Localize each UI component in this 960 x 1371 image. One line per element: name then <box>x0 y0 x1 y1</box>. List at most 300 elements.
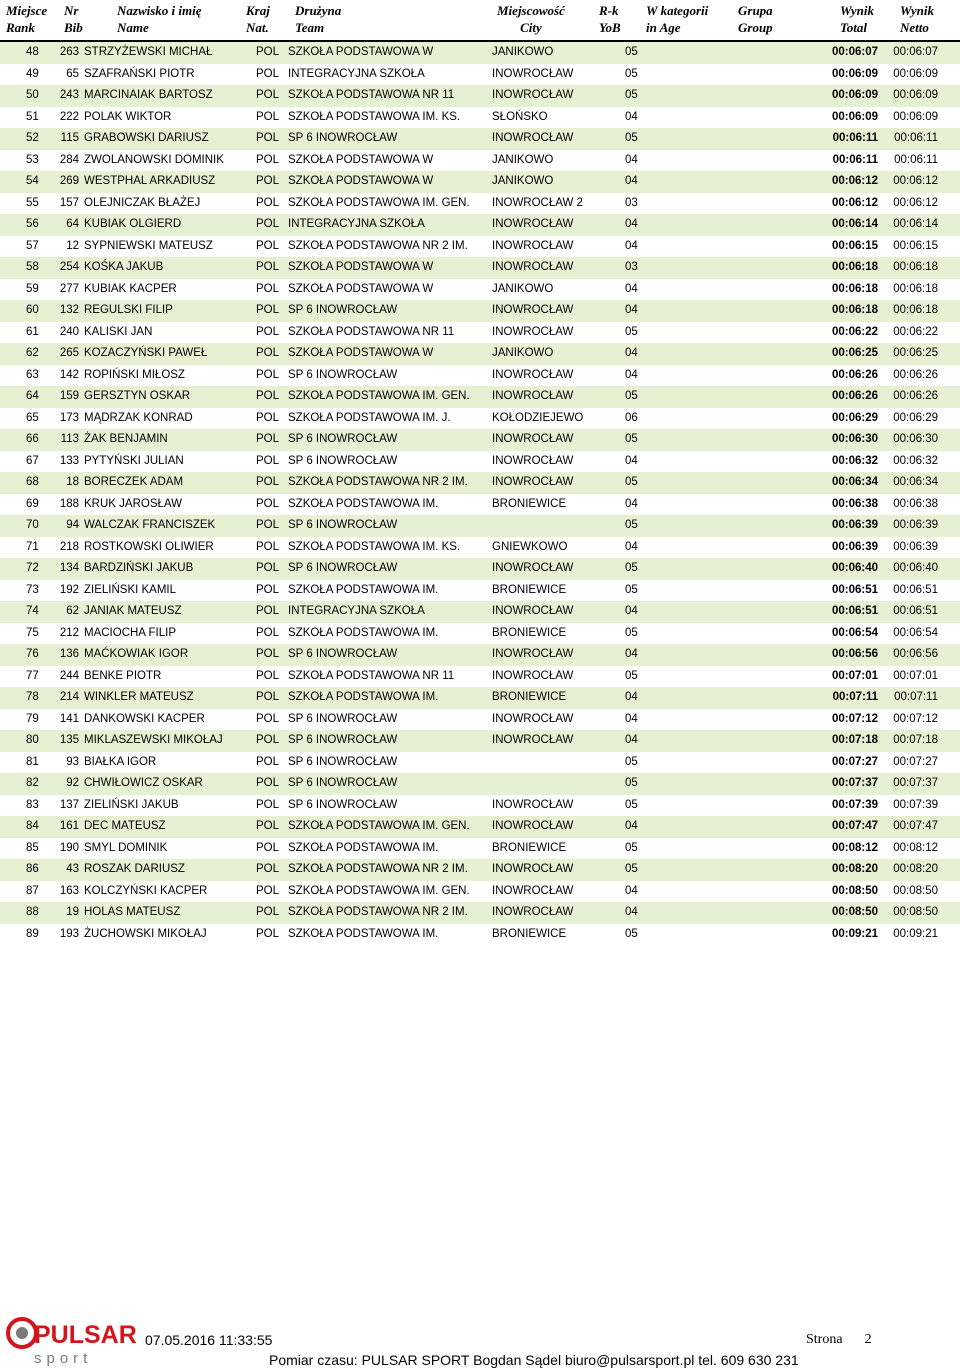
cell-city: INOWROCŁAW <box>492 798 574 811</box>
cell-city: SŁOŃSKO <box>492 110 548 123</box>
cell-city: INOWROCŁAW <box>492 734 574 746</box>
table-row <box>0 150 960 172</box>
table-row <box>0 236 960 258</box>
cell-nat: POL <box>256 132 280 144</box>
cell-city: INOWROCŁAW <box>492 669 574 682</box>
cell-netto: 00:06:39 <box>893 540 938 553</box>
cell-netto: 00:06:25 <box>893 347 938 359</box>
cell-netto: 00:06:38 <box>893 497 938 510</box>
page-number <box>806 1332 872 1348</box>
cell-netto: 00:07:12 <box>893 712 938 725</box>
cell-total: 00:06:34 <box>831 476 878 488</box>
table-row <box>0 881 960 903</box>
table-row <box>0 365 960 387</box>
cell-name: PYTYŃSKI JULIAN <box>84 454 184 467</box>
cell-rank: 56 <box>26 218 39 230</box>
cell-total: 00:06:11 <box>832 153 878 166</box>
cell-team: SZKOŁA PODSTAWOWA IM. GEN. <box>288 884 470 897</box>
cell-bib: 190 <box>59 841 79 854</box>
cell-rank: 84 <box>26 820 39 832</box>
cell-name: KOLCZYŃSKI KACPER <box>84 884 208 897</box>
cell-name: ŻUCHOWSKI MIKOŁAJ <box>84 927 207 940</box>
cell-name: SZAFRAŃSKI PIOTR <box>84 67 195 80</box>
cell-netto: 00:06:56 <box>893 648 938 660</box>
cell-bib: 19 <box>66 906 79 918</box>
cell-nat: POL <box>256 175 280 187</box>
cell-category: 04 <box>625 110 638 123</box>
cell-name: STRZYŻEWSKI MICHAŁ <box>84 46 213 58</box>
cell-nat: POL <box>256 777 280 789</box>
cell-category: 04 <box>625 218 638 230</box>
table-row <box>0 85 960 107</box>
cell-name: ROPIŃSKI MIŁOSZ <box>84 368 185 381</box>
cell-netto: 00:06:11 <box>894 132 938 144</box>
cell-rank: 55 <box>26 196 39 209</box>
cell-team: SZKOŁA PODSTAWOWA IM. <box>288 626 439 639</box>
cell-bib: 65 <box>66 67 79 80</box>
cell-netto: 00:07:01 <box>893 669 938 682</box>
cell-bib: 137 <box>59 798 79 811</box>
table-row <box>0 537 960 559</box>
cell-rank: 85 <box>26 841 39 854</box>
col-header-yob: R-k YoB <box>599 3 621 35</box>
cell-city: JANIKOWO <box>492 153 554 166</box>
cell-team: SZKOŁA PODSTAWOWA W <box>288 282 434 295</box>
cell-name: BORECZEK ADAM <box>84 476 184 488</box>
cell-city: INOWROCŁAW <box>492 390 574 402</box>
table-row <box>0 666 960 688</box>
cell-nat: POL <box>256 583 280 596</box>
cell-netto: 00:06:09 <box>893 89 938 101</box>
table-row <box>0 709 960 731</box>
cell-city: INOWROCŁAW <box>492 325 574 338</box>
cell-team: INTEGRACYJNA SZKOŁA <box>288 218 425 230</box>
cell-netto: 00:09:21 <box>893 927 938 940</box>
cell-total: 00:06:14 <box>831 218 878 230</box>
cell-category: 04 <box>625 347 638 359</box>
cell-bib: 135 <box>59 734 79 746</box>
cell-name: ZWOLANOWSKI DOMINIK <box>84 153 224 166</box>
cell-category: 05 <box>625 626 638 639</box>
cell-bib: 132 <box>59 304 79 316</box>
cell-team: INTEGRACYJNA SZKOŁA <box>288 605 425 617</box>
table-row <box>0 214 960 236</box>
cell-netto: 00:06:14 <box>893 218 938 230</box>
cell-nat: POL <box>256 304 280 316</box>
cell-total: 00:07:12 <box>831 712 878 725</box>
cell-nat: POL <box>256 347 280 359</box>
cell-rank: 53 <box>26 153 39 166</box>
cell-rank: 62 <box>26 347 39 359</box>
cell-category: 04 <box>625 454 638 467</box>
cell-total: 00:06:25 <box>831 347 878 359</box>
cell-nat: POL <box>256 906 280 918</box>
cell-name: ROSTKOWSKI OLIWIER <box>84 540 214 553</box>
cell-category: 04 <box>625 153 638 166</box>
cell-total: 00:06:32 <box>831 454 878 467</box>
table-row <box>0 128 960 150</box>
table-row <box>0 343 960 365</box>
cell-name: KRUK JAROSŁAW <box>84 497 182 510</box>
table-row <box>0 773 960 795</box>
cell-bib: 142 <box>59 368 79 381</box>
cell-category: 05 <box>625 390 638 402</box>
timing-credit: Pomiar czasu: PULSAR SPORT Bogdan Sądel biuro@pulsarsport.pl tel. 609 630 231 <box>269 1352 799 1368</box>
cell-team: SZKOŁA PODSTAWOWA IM. GEN. <box>288 390 470 402</box>
cell-bib: 277 <box>59 282 79 295</box>
cell-total: 00:06:38 <box>831 497 878 510</box>
cell-nat: POL <box>256 712 280 725</box>
cell-nat: POL <box>256 368 280 381</box>
cell-total: 00:08:50 <box>831 884 878 897</box>
cell-name: KOŚKA JAKUB <box>84 261 164 273</box>
cell-nat: POL <box>256 648 280 660</box>
cell-city: INOWROCŁAW <box>492 605 574 617</box>
cell-city: BRONIEWICE <box>492 841 567 854</box>
col-header-category: W kategorii in Age <box>646 3 709 35</box>
cell-bib: 263 <box>59 46 79 58</box>
cell-name: ŻAK BENJAMIN <box>84 433 168 445</box>
cell-rank: 54 <box>26 175 39 187</box>
cell-nat: POL <box>256 884 280 897</box>
cell-team: SZKOŁA PODSTAWOWA W <box>288 261 434 273</box>
cell-bib: 163 <box>59 884 79 897</box>
cell-netto: 00:08:12 <box>893 841 938 854</box>
cell-total: 00:06:18 <box>831 304 878 316</box>
cell-team: INTEGRACYJNA SZKOŁA <box>288 67 425 80</box>
cell-name: REGULSKI FILIP <box>84 304 173 316</box>
cell-team: SZKOŁA PODSTAWOWA W <box>288 153 434 166</box>
cell-city: KOŁODZIEJEWO <box>492 411 584 424</box>
logo-core <box>16 1327 28 1339</box>
cell-city: JANIKOWO <box>492 347 554 359</box>
cell-category: 04 <box>625 691 638 703</box>
cell-netto: 00:06:09 <box>893 110 938 123</box>
cell-bib: 134 <box>59 562 79 574</box>
cell-category: 05 <box>625 755 638 768</box>
cell-rank: 60 <box>26 304 39 316</box>
cell-total: 00:06:56 <box>831 648 878 660</box>
cell-category: 06 <box>625 411 638 424</box>
cell-category: 05 <box>625 325 638 338</box>
cell-city: BRONIEWICE <box>492 497 567 510</box>
cell-netto: 00:06:51 <box>893 605 938 617</box>
cell-name: CHWIŁOWICZ OSKAR <box>84 777 203 789</box>
col-header-rank: Miejsce Rank <box>6 3 48 35</box>
table-row <box>0 838 960 860</box>
cell-nat: POL <box>256 519 280 531</box>
cell-total: 00:06:39 <box>831 540 878 553</box>
cell-team: SP 6 INOWROCŁAW <box>288 132 398 144</box>
table-row <box>0 623 960 645</box>
cell-team: SP 6 INOWROCŁAW <box>288 454 398 467</box>
cell-nat: POL <box>256 433 280 445</box>
cell-name: BIAŁKA IGOR <box>84 755 157 768</box>
cell-netto: 00:06:11 <box>894 153 938 166</box>
cell-team: SZKOŁA PODSTAWOWA W <box>288 175 434 187</box>
cell-netto: 00:08:50 <box>893 906 938 918</box>
cell-category: 05 <box>625 863 638 875</box>
cell-bib: 62 <box>66 605 79 617</box>
cell-total: 00:06:18 <box>831 282 878 295</box>
cell-city: INOWROCŁAW <box>492 368 574 381</box>
cell-name: WINKLER MATEUSZ <box>84 691 194 703</box>
cell-city: INOWROCŁAW <box>492 863 574 875</box>
cell-city: INOWROCŁAW <box>492 261 574 273</box>
cell-team: SZKOŁA PODSTAWOWA W <box>288 347 434 359</box>
cell-bib: 222 <box>59 110 79 123</box>
cell-total: 00:06:26 <box>831 390 878 402</box>
cell-netto: 00:06:15 <box>893 239 938 252</box>
cell-total: 00:06:29 <box>831 411 878 424</box>
cell-nat: POL <box>256 626 280 639</box>
cell-total: 00:06:15 <box>831 239 878 252</box>
cell-category: 04 <box>625 175 638 187</box>
cell-nat: POL <box>256 734 280 746</box>
cell-netto: 00:06:40 <box>893 562 938 574</box>
cell-bib: 240 <box>59 325 79 338</box>
cell-city: GNIEWKOWO <box>492 540 568 553</box>
cell-city: BRONIEWICE <box>492 691 567 703</box>
cell-nat: POL <box>256 927 280 940</box>
cell-city: INOWROCŁAW <box>492 712 574 725</box>
cell-netto: 00:07:18 <box>893 734 938 746</box>
cell-team: SZKOŁA PODSTAWOWA IM. <box>288 927 439 940</box>
cell-category: 04 <box>625 368 638 381</box>
cell-category: 05 <box>625 89 638 101</box>
cell-netto: 00:07:11 <box>894 691 938 703</box>
cell-nat: POL <box>256 153 280 166</box>
cell-name: ZIELIŃSKI JAKUB <box>84 798 179 811</box>
cell-city: JANIKOWO <box>492 175 554 187</box>
cell-nat: POL <box>256 282 280 295</box>
cell-category: 04 <box>625 712 638 725</box>
cell-rank: 70 <box>26 519 39 531</box>
cell-rank: 81 <box>26 755 39 768</box>
table-row <box>0 515 960 537</box>
cell-nat: POL <box>256 239 280 252</box>
cell-bib: 269 <box>59 175 79 187</box>
cell-team: SP 6 INOWROCŁAW <box>288 519 398 531</box>
cell-total: 00:09:21 <box>831 927 878 940</box>
cell-total: 00:07:39 <box>831 798 878 811</box>
cell-bib: 64 <box>66 218 79 230</box>
cell-total: 00:08:12 <box>831 841 878 854</box>
cell-netto: 00:06:34 <box>893 476 938 488</box>
cell-team: SZKOŁA PODSTAWOWA IM. <box>288 497 439 510</box>
cell-rank: 48 <box>26 46 39 58</box>
cell-name: GRABOWSKI DARIUSZ <box>84 132 209 144</box>
cell-nat: POL <box>256 454 280 467</box>
cell-bib: 115 <box>60 132 79 144</box>
cell-rank: 76 <box>26 648 39 660</box>
col-header-name: Nazwisko i imię Name <box>117 3 202 35</box>
cell-netto: 00:08:20 <box>893 863 938 875</box>
cell-netto: 00:06:26 <box>893 390 938 402</box>
cell-nat: POL <box>256 46 280 58</box>
cell-rank: 50 <box>26 89 39 101</box>
cell-nat: POL <box>256 67 280 80</box>
cell-city: INOWROCŁAW <box>492 67 574 80</box>
cell-category: 04 <box>625 304 638 316</box>
cell-city: INOWROCŁAW <box>492 476 574 488</box>
cell-rank: 77 <box>26 669 39 682</box>
cell-city: INOWROCŁAW <box>492 239 574 252</box>
cell-category: 05 <box>625 841 638 854</box>
col-header-team: Drużyna Team <box>295 3 342 35</box>
cell-total: 00:06:51 <box>831 583 878 596</box>
cell-category: 04 <box>625 282 638 295</box>
cell-netto: 00:06:39 <box>893 519 938 531</box>
cell-total: 00:06:09 <box>831 110 878 123</box>
cell-nat: POL <box>256 110 280 123</box>
cell-category: 04 <box>625 884 638 897</box>
table-row <box>0 580 960 602</box>
table-row <box>0 816 960 838</box>
cell-rank: 52 <box>26 132 39 144</box>
table-row <box>0 644 960 666</box>
cell-city: INOWROCŁAW <box>492 906 574 918</box>
table-row <box>0 902 960 924</box>
cell-netto: 00:06:29 <box>893 411 938 424</box>
cell-name: WALCZAK FRANCISZEK <box>84 519 216 531</box>
cell-nat: POL <box>256 562 280 574</box>
cell-bib: 193 <box>59 927 79 940</box>
cell-team: SP 6 INOWROCŁAW <box>288 755 398 768</box>
cell-total: 00:07:01 <box>831 669 878 682</box>
pulsar-sport-logo <box>4 1303 137 1367</box>
cell-rank: 80 <box>26 734 39 746</box>
cell-team: SZKOŁA PODSTAWOWA W <box>288 46 434 58</box>
cell-nat: POL <box>256 863 280 875</box>
cell-total: 00:06:09 <box>831 89 878 101</box>
cell-rank: 78 <box>26 691 39 703</box>
cell-netto: 00:07:37 <box>893 777 938 789</box>
cell-name: OLEJNICZAK BŁAŻEJ <box>84 196 201 209</box>
cell-team: SP 6 INOWROCŁAW <box>288 562 398 574</box>
cell-total: 00:07:18 <box>831 734 878 746</box>
cell-category: 05 <box>625 476 638 488</box>
cell-total: 00:07:37 <box>831 777 878 789</box>
cell-nat: POL <box>256 841 280 854</box>
cell-rank: 71 <box>26 540 39 553</box>
cell-rank: 67 <box>26 454 39 467</box>
page-label: Strona <box>806 1332 843 1347</box>
cell-rank: 69 <box>26 497 39 510</box>
cell-team: SP 6 INOWROCŁAW <box>288 777 398 789</box>
cell-team: SZKOŁA PODSTAWOWA NR 2 IM. <box>288 476 468 488</box>
cell-category: 05 <box>625 132 638 144</box>
cell-name: DEC MATEUSZ <box>84 820 166 832</box>
cell-rank: 59 <box>26 282 39 295</box>
cell-rank: 66 <box>26 433 39 445</box>
table-row <box>0 558 960 580</box>
cell-total: 00:07:47 <box>831 820 878 832</box>
table-row <box>0 730 960 752</box>
cell-team: SP 6 INOWROCŁAW <box>288 798 398 811</box>
cell-name: POLAK WIKTOR <box>84 110 172 123</box>
cell-team: SZKOŁA PODSTAWOWA IM. <box>288 691 439 703</box>
cell-rank: 87 <box>26 884 39 897</box>
page-footer <box>0 1300 960 1371</box>
cell-total: 00:07:11 <box>832 691 878 703</box>
cell-city: BRONIEWICE <box>492 583 567 596</box>
cell-team: SZKOŁA PODSTAWOWA NR 2 IM. <box>288 239 468 252</box>
cell-rank: 88 <box>26 906 39 918</box>
cell-name: SYPNIEWSKI MATEUSZ <box>84 239 213 252</box>
cell-total: 00:08:50 <box>831 906 878 918</box>
table-header <box>0 0 960 40</box>
cell-nat: POL <box>256 325 280 338</box>
cell-netto: 00:06:12 <box>893 196 938 209</box>
cell-netto: 00:06:22 <box>893 325 938 338</box>
cell-name: MACIOCHA FILIP <box>84 626 177 639</box>
table-row <box>0 472 960 494</box>
cell-team: SZKOŁA PODSTAWOWA IM. GEN. <box>288 196 470 209</box>
cell-name: WESTPHAL ARKADIUSZ <box>84 175 216 187</box>
cell-nat: POL <box>256 411 280 424</box>
cell-name: JANIAK MATEUSZ <box>84 605 182 617</box>
cell-city: INOWROCŁAW <box>492 648 574 660</box>
cell-city: INOWROCŁAW <box>492 304 574 316</box>
cell-nat: POL <box>256 669 280 682</box>
cell-bib: 159 <box>59 390 79 402</box>
cell-nat: POL <box>256 89 280 101</box>
cell-total: 00:06:18 <box>831 261 878 273</box>
cell-team: SZKOŁA PODSTAWOWA IM. <box>288 583 439 596</box>
cell-bib: 12 <box>66 239 79 252</box>
cell-team: SZKOŁA PODSTAWOWA IM. GEN. <box>288 820 470 832</box>
cell-name: BENKE PIOTR <box>84 669 162 682</box>
table-row <box>0 386 960 408</box>
cell-rank: 64 <box>26 390 39 402</box>
cell-total: 00:08:20 <box>831 863 878 875</box>
cell-category: 05 <box>625 777 638 789</box>
cell-category: 05 <box>625 67 638 80</box>
table-row <box>0 107 960 129</box>
cell-rank: 51 <box>26 110 39 123</box>
cell-team: SP 6 INOWROCŁAW <box>288 734 398 746</box>
cell-total: 00:06:54 <box>831 626 878 639</box>
cell-bib: 218 <box>59 540 79 553</box>
cell-netto: 00:06:18 <box>893 282 938 295</box>
cell-team: SZKOŁA PODSTAWOWA NR 2 IM. <box>288 863 468 875</box>
cell-rank: 83 <box>26 798 39 811</box>
cell-rank: 61 <box>26 325 39 338</box>
col-header-group: Grupa Group <box>738 3 773 35</box>
cell-total: 00:07:27 <box>831 755 878 768</box>
cell-total: 00:06:07 <box>831 46 878 58</box>
cell-name: MAĆKOWIAK IGOR <box>84 648 189 660</box>
cell-name: HOLAS MATEUSZ <box>84 906 181 918</box>
cell-category: 04 <box>625 540 638 553</box>
cell-category: 05 <box>625 519 638 531</box>
col-header-netto: Wynik Netto <box>900 3 934 35</box>
cell-category: 05 <box>625 433 638 445</box>
print-timestamp: 07.05.2016 11:33:55 <box>145 1332 273 1348</box>
cell-total: 00:06:22 <box>831 325 878 338</box>
table-row <box>0 795 960 817</box>
cell-bib: 173 <box>59 411 79 424</box>
cell-team: SP 6 INOWROCŁAW <box>288 648 398 660</box>
cell-rank: 58 <box>26 261 39 273</box>
cell-name: KOZACZYŃSKI PAWEŁ <box>84 347 208 359</box>
cell-bib: 244 <box>59 669 79 682</box>
cell-city: INOWROCŁAW <box>492 562 574 574</box>
cell-rank: 74 <box>26 605 39 617</box>
cell-bib: 188 <box>59 497 79 510</box>
cell-category: 05 <box>625 798 638 811</box>
